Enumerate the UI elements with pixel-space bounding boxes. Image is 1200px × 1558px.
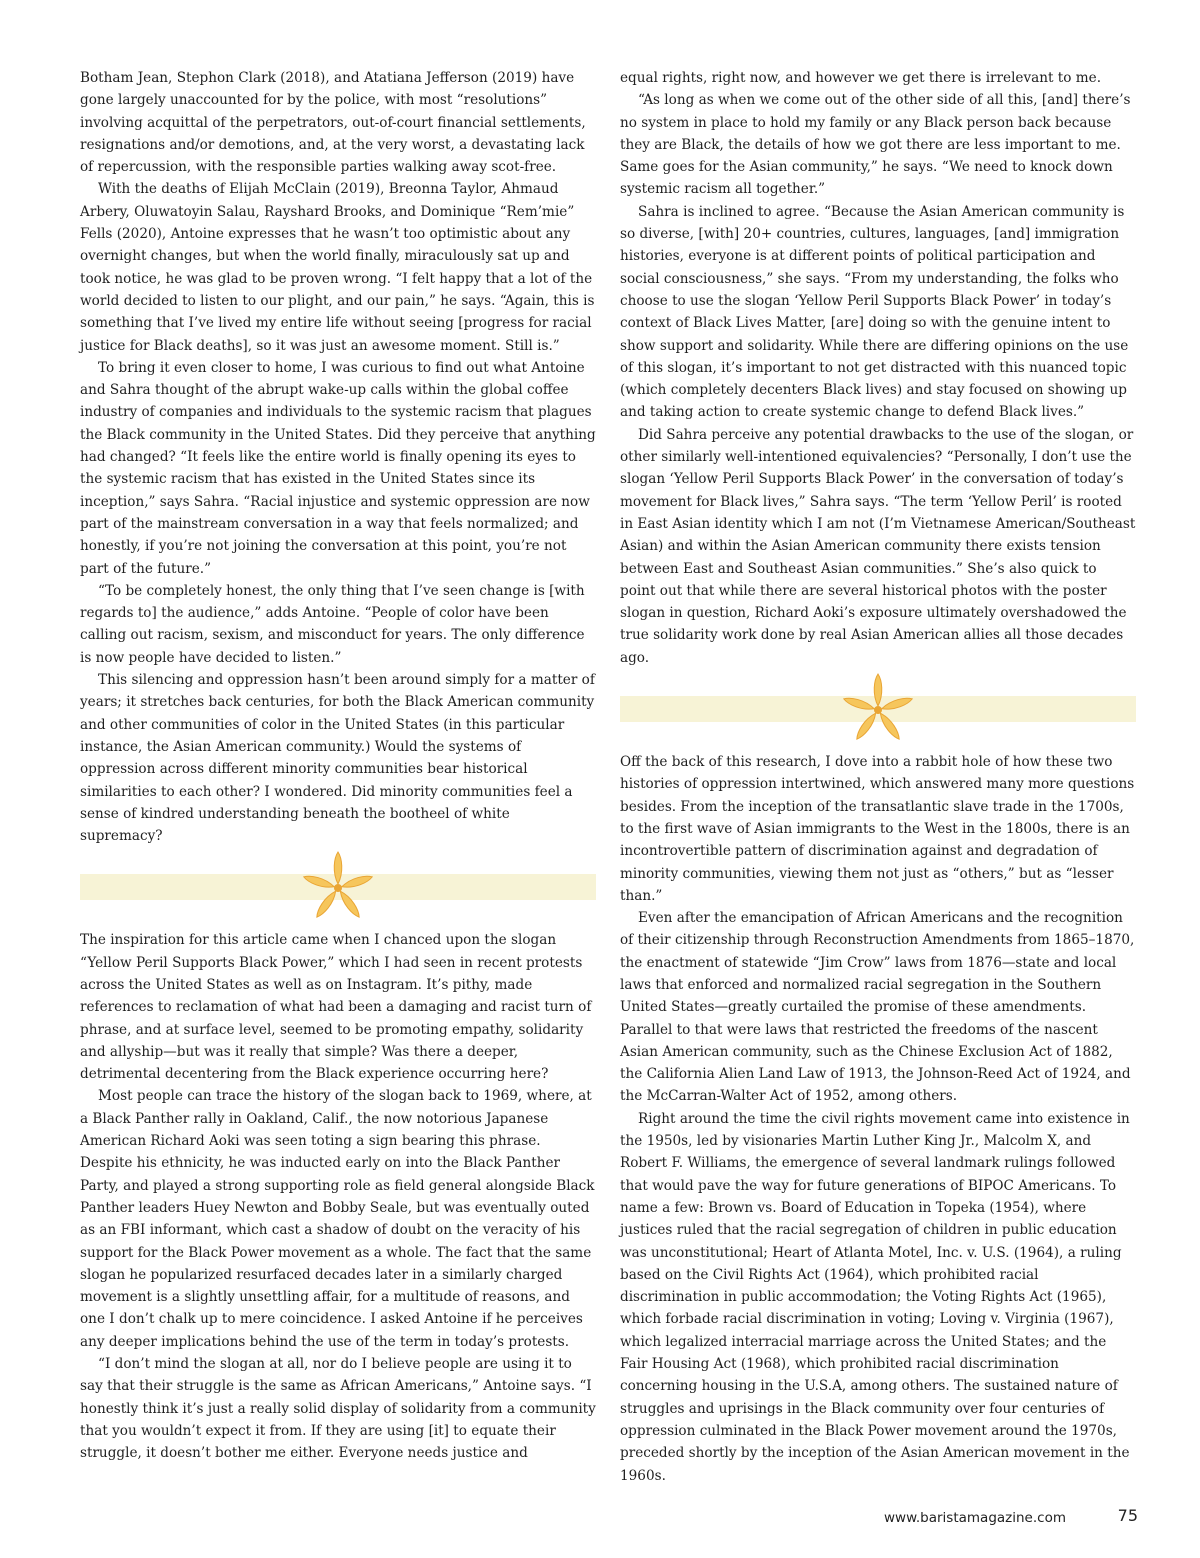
paragraph: Most people can trace the history of the slogan back to 1969, where, at a Black Panther rally in Oakland, Calif., the now notorious Japanese American Richard Aoki was seen toting a sign bearing this phrase. Despite his ethnicity, he was inducted early on into the Black Panther Party, and played a strong supporting role as field general alongside Black Panther leaders Huey Newton and Bobby Seale, but was eventually outed as an FBI informant, which cast a shadow of doubt on the veracity of his support for the Black Power movement as a whole. The fact that the same slogan he popularized resurfaced decades later in a similarly charged movement is a slightly unsettling affair, for a multitude of reasons, and one I don’t chalk up to mere coincidence. I asked Antoine if he perceives any deeper implications behind the use of the term in today’s protests. [80, 1088, 595, 1350]
paragraph: Right around the time the civil rights movement came into existence in the 1950s, led by visionaries Martin Luther King Jr., Malcolm X, and Robert F. Williams, the emergence of several landmark rulings followed that would pave the way for future generations of BIPOC Americans. To name a few: Brown vs. Board of Education in Topeka (1954), where justices ruled that the racial segregation of children in public education was unconstitutional; Heart of Atlanta Motel, Inc. v. U.S. (1964), a ruling based on the Civil Rights Act (1964), which prohibited racial discrimination in public accommodation; the Voting Rights Act (1965), which forbade racial discrimination in voting; Loving v. Virginia (1967), which legalized interracial marriage across the United States; and the Fair Housing Act (1968), which prohibited racial discrimination concerning housing in the U.S.A, among others. The sustained nature of struggles and uprisings in the Black community over four centuries of oppression culminated in the Black Power movement around the 1970s, preceded shortly by the inception of the Asian American movement in the 1960s. [620, 1110, 1130, 1484]
flower-icon [302, 847, 374, 929]
paragraph: “I don’t mind the slogan at all, nor do I believe people are using it to say that their struggle is the same as African Americans,” Antoine says. “I honestly think it’s just a really solid display of solidarity from a community that you wouldn’t expect it from. If they are using [it] to equate their struggle, it doesn’t bother me either. Everyone needs justice and [80, 1356, 596, 1462]
section-divider [620, 669, 1136, 751]
right-column [620, 67, 1136, 1487]
paragraph: “To be completely honest, the only thing that I’ve seen change is [with regards to] the audience,” adds Antoine. “People of color have been calling out racism, sexism, and misconduct for years. The only difference is now people have decided to listen.” [80, 582, 585, 666]
page-number: 75 [1117, 1506, 1138, 1525]
left-column [80, 67, 596, 1465]
footer-url[interactable]: www.baristamagazine.com [883, 1510, 1066, 1526]
paragraph: With the deaths of Elijah McClain (2019), Breonna Taylor, Ahmaud Arbery, Oluwatoyin Salau, Rayshard Brooks, and Dominique “Rem’mie” Fells (2020), Antoine expresses that he wasn’t too optimistic about any overnight changes, but when the world finally, miraculously sat up and took notice, he was glad to be proven wrong. “I felt happy that a lot of the world decided to listen to our plight, and our pain,” he says. “Again, this is something that I’ve lived my entire life without seeing [progress for racial justice for Black deaths], so it was just an awesome moment. Still is.” [80, 181, 595, 354]
paragraph: To bring it even closer to home, I was curious to find out what Antoine and Sahra thought of the abrupt wake-up calls within the global coffee industry of companies and individuals to the systemic racism that plagues the Black community in the United States. Did they perceive that anything had changed? “It feels like the entire world is finally opening its eyes to the systemic racism that has existed in the United States since its inception,” says Sahra. “Racial injustice and systemic oppression are now part of the mainstream conversation in a way that feels normalized; and honestly, if you’re not joining the conversation at this point, you’re not part of the future.” [80, 359, 596, 577]
paragraph: Even after the emancipation of African Americans and the recognition of their citizenship through Reconstruction Amendments from 1865–1870, the enactment of statewide “Jim Crow” laws from 1876—state and local laws that enforced and normalized racial segregation in the Southern United States—greatly curtailed the promise of these amendments. Parallel to that were laws that restricted the freedoms of the nascent Asian American community, such as the Chinese Exclusion Act of 1882, the California Alien Land Law of 1913, the Johnson-Reed Act of 1924, and the McCarran-Walter Act of 1952, among others. [620, 910, 1135, 1105]
paragraph: Sahra is inclined to agree. “Because the Asian American community is so diverse, [with] 20+ countries, cultures, languages, [and] immigration histories, everyone is at different points of political participation and social consciousness,” she says. “From my understanding, the folks who choose to use the slogan ‘Yellow Peril Supports Black Power’ in today’s context of Black Lives Matter, [are] doing so with the genuine intent to show support and solidarity. While there are differing opinions on the use of this slogan, it’s important to not get distracted with this nuanced topic (which completely decenters Black lives) and stay focused on showing up and taking action to create systemic change to defend Black lives.” [620, 203, 1129, 421]
paragraph: Botham Jean, Stephon Clark (2018), and Atatiana Jefferson (2019) have gone largely unaccounted for by the police, with most “resolutions” involving acquittal of the perpetrators, out-of-court financial settlements, resignations and/or demotions, and, at the very worst, a devastating lack of repercussion, with the responsible parties walking away scot-free. [80, 70, 586, 176]
paragraph: Off the back of this research, I dove into a rabbit hole of how these two histories of oppression intertwined, which answered many more questions besides. From the inception of the transatlantic slave trade in the 1700s, to the first wave of Asian immigrants to the West in the 1800s, there is an incontrovertible pattern of discrimination against and degradation of minority communities, viewing them not just as “others,” but as “lesser than.” [620, 754, 1135, 904]
paragraph: This silencing and oppression hasn’t been around simply for a matter of years; it stretches back centuries, for both the Black American community and other communities of color in the United States (in this particular instance, the Asian American community.) Would the systems of oppression across different minority communities bear historical similarities to each other? I wondered. Did minority communities feel a sense of kindred understanding beneath the bootheel of white supremacy? [80, 672, 595, 845]
paragraph: Did Sahra perceive any potential drawbacks to the use of the slogan, or other similarly well-intentioned equivalencies? “Personally, I don’t use the slogan ‘Yellow Peril Supports Black Power’ in the conversation of today’s movement for Black lives,” Sahra says. “The term ‘Yellow Peril’ is rooted in East Asian identity which I am not (I’m Vietnamese American/Southeast Asian) and within the Asian American community there exists tension between East and Southeast Asian communities.” She’s also quick to point out that while there are several historical photos with the poster slogan in question, Richard Aoki’s exposure ultimately overshadowed the true solidarity work done by real Asian American allies all those decades ago. [620, 426, 1136, 666]
section-divider [80, 847, 596, 929]
paragraph: “As long as when we come out of the other side of all this, [and] there’s no system in place to hold my family or any Black person back because they are Black, the details of how we got there are less important to me. Same goes for the Asian community,” he says. “We need to knock down systemic racism all together.” [620, 92, 1131, 198]
flower-icon [842, 669, 914, 751]
paragraph: equal rights, right now, and however we get there is irrelevant to me. [620, 70, 1102, 86]
paragraph: The inspiration for this article came when I chanced upon the slogan “Yellow Peril Supports Black Power,” which I had seen in recent protests across the United States as well as on Instagram. It’s pithy, made references to reclamation of what had been a damaging and racist turn of phrase, and at surface level, seemed to be promoting empathy, solidarity and allyship—but was it really that simple? Was there a deeper, detrimental decentering from the Black experience occurring here? [80, 932, 592, 1083]
